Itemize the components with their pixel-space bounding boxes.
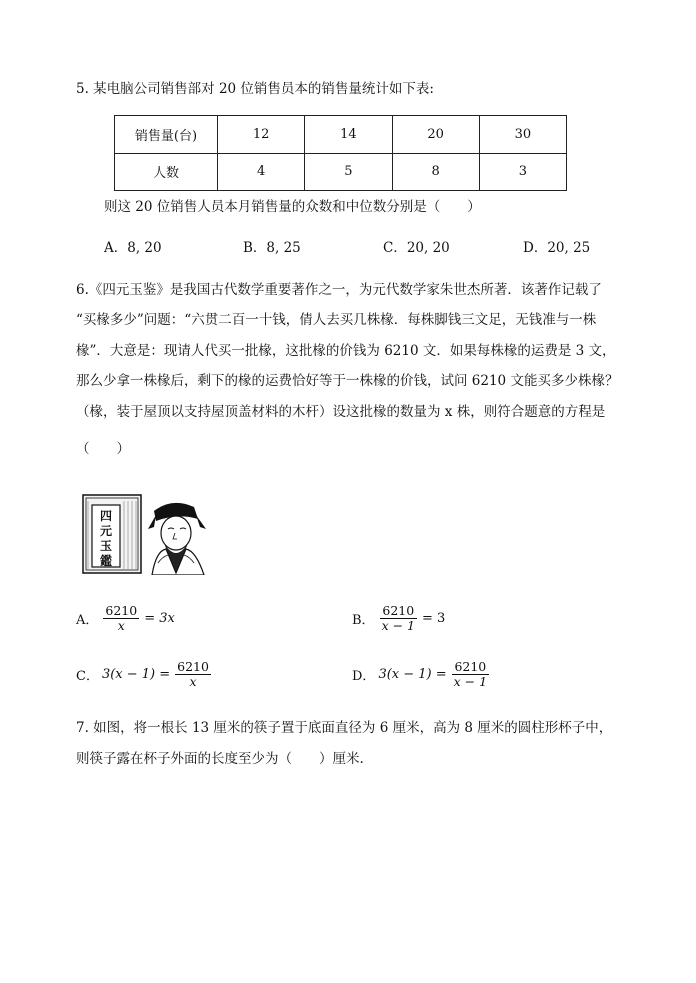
table-header-count: 人数: [115, 153, 218, 191]
fraction: [452, 660, 489, 689]
table-row: [115, 153, 567, 191]
q6-line-5: （椽，装于屋顶以支持屋顶盖材料的木杆）设这批椽的数量为 x 株，则符合题意的方程是: [76, 404, 606, 420]
table-row: [115, 116, 567, 154]
q7-line-2: 则筷子露在杯子外面的长度至少为（ ）厘米.: [76, 751, 364, 767]
q5-option-b: B．8, 25: [243, 240, 301, 256]
table-cell: 30: [479, 116, 566, 154]
q6-line-4: 那么少拿一株椽后，剩下的椽的运费恰好等于一株椽的价钱，试问 6210 文能买多少株椽？: [76, 373, 619, 389]
table-cell: 3: [479, 153, 566, 191]
q6-line-2: “买椽多少”问题：“六贯二百一十钱，倩人去买几株椽．每株脚钱三文足，无钱准与一株: [76, 312, 597, 328]
q5-question: 则这 20 位销售人员本月销售量的众数和中位数分别是（ ）: [104, 199, 481, 215]
fraction: [380, 604, 417, 633]
q5-option-c: C．20, 20: [383, 240, 450, 256]
svg-text:元: 元: [99, 524, 113, 538]
option-label: A．: [76, 613, 99, 628]
fraction-numerator: 6210: [454, 659, 487, 674]
fraction: [103, 604, 139, 633]
fraction-numerator: 6210: [382, 603, 415, 618]
fraction-denominator: x − 1: [381, 618, 415, 633]
q6-line-6: （ ）: [76, 441, 130, 457]
q6-option-b: [352, 604, 445, 633]
option-label: D．: [352, 669, 376, 684]
q6-option-a: [76, 604, 175, 633]
q6-line-3: 椽”．大意是：现请人代买一批椽，这批椽的价钱为 6210 文．如果每株椽的运费是 3 文，: [76, 343, 616, 359]
fraction-numerator: 6210: [177, 659, 209, 674]
q5-option-a: A．8, 20: [104, 240, 162, 256]
table-cell: 5: [305, 153, 392, 191]
option-label: C．: [76, 669, 99, 684]
sales-table: [114, 115, 567, 191]
table-cell: 20: [392, 116, 479, 154]
q5-option-d: D．20, 25: [523, 240, 591, 256]
fraction-numerator: 6210: [105, 603, 138, 618]
table-header-sales: 销售量(台): [115, 116, 218, 154]
table-cell: 12: [218, 116, 305, 154]
fraction: [175, 660, 211, 689]
q5-stem: 5. 某电脑公司销售部对 20 位销售员本的销售量统计如下表:: [76, 81, 434, 97]
q6-line-1: 6.《四元玉鉴》是我国古代数学重要著作之一，为元代数学家朱世杰所著．该著作记载了: [76, 282, 602, 298]
table-cell: 4: [218, 153, 305, 191]
equation-rhs: = 3: [422, 611, 446, 626]
svg-text:四: 四: [99, 509, 113, 523]
equation-lhs: 3(x − 1) =: [101, 667, 171, 682]
q6-option-d: [352, 660, 491, 689]
svg-text:玉: 玉: [99, 539, 113, 553]
table-cell: 8: [392, 153, 479, 191]
q6-option-c: [76, 660, 213, 689]
fraction-denominator: x − 1: [453, 674, 488, 689]
svg-text:鑑: 鑑: [99, 554, 113, 568]
fraction-denominator: x: [117, 618, 125, 633]
equation-lhs: 3(x − 1) =: [378, 667, 447, 682]
q7-line-1: 7. 如图，将一根长 13 厘米的筷子置于底面直径为 6 厘米，高为 8 厘米的圆柱形杯子中，: [76, 720, 613, 736]
table-cell: 14: [305, 116, 392, 154]
fraction-denominator: x: [189, 674, 197, 689]
book-and-scholar-illustration: [82, 493, 210, 575]
equation-rhs: = 3x: [144, 611, 175, 626]
option-label: B．: [352, 613, 375, 628]
